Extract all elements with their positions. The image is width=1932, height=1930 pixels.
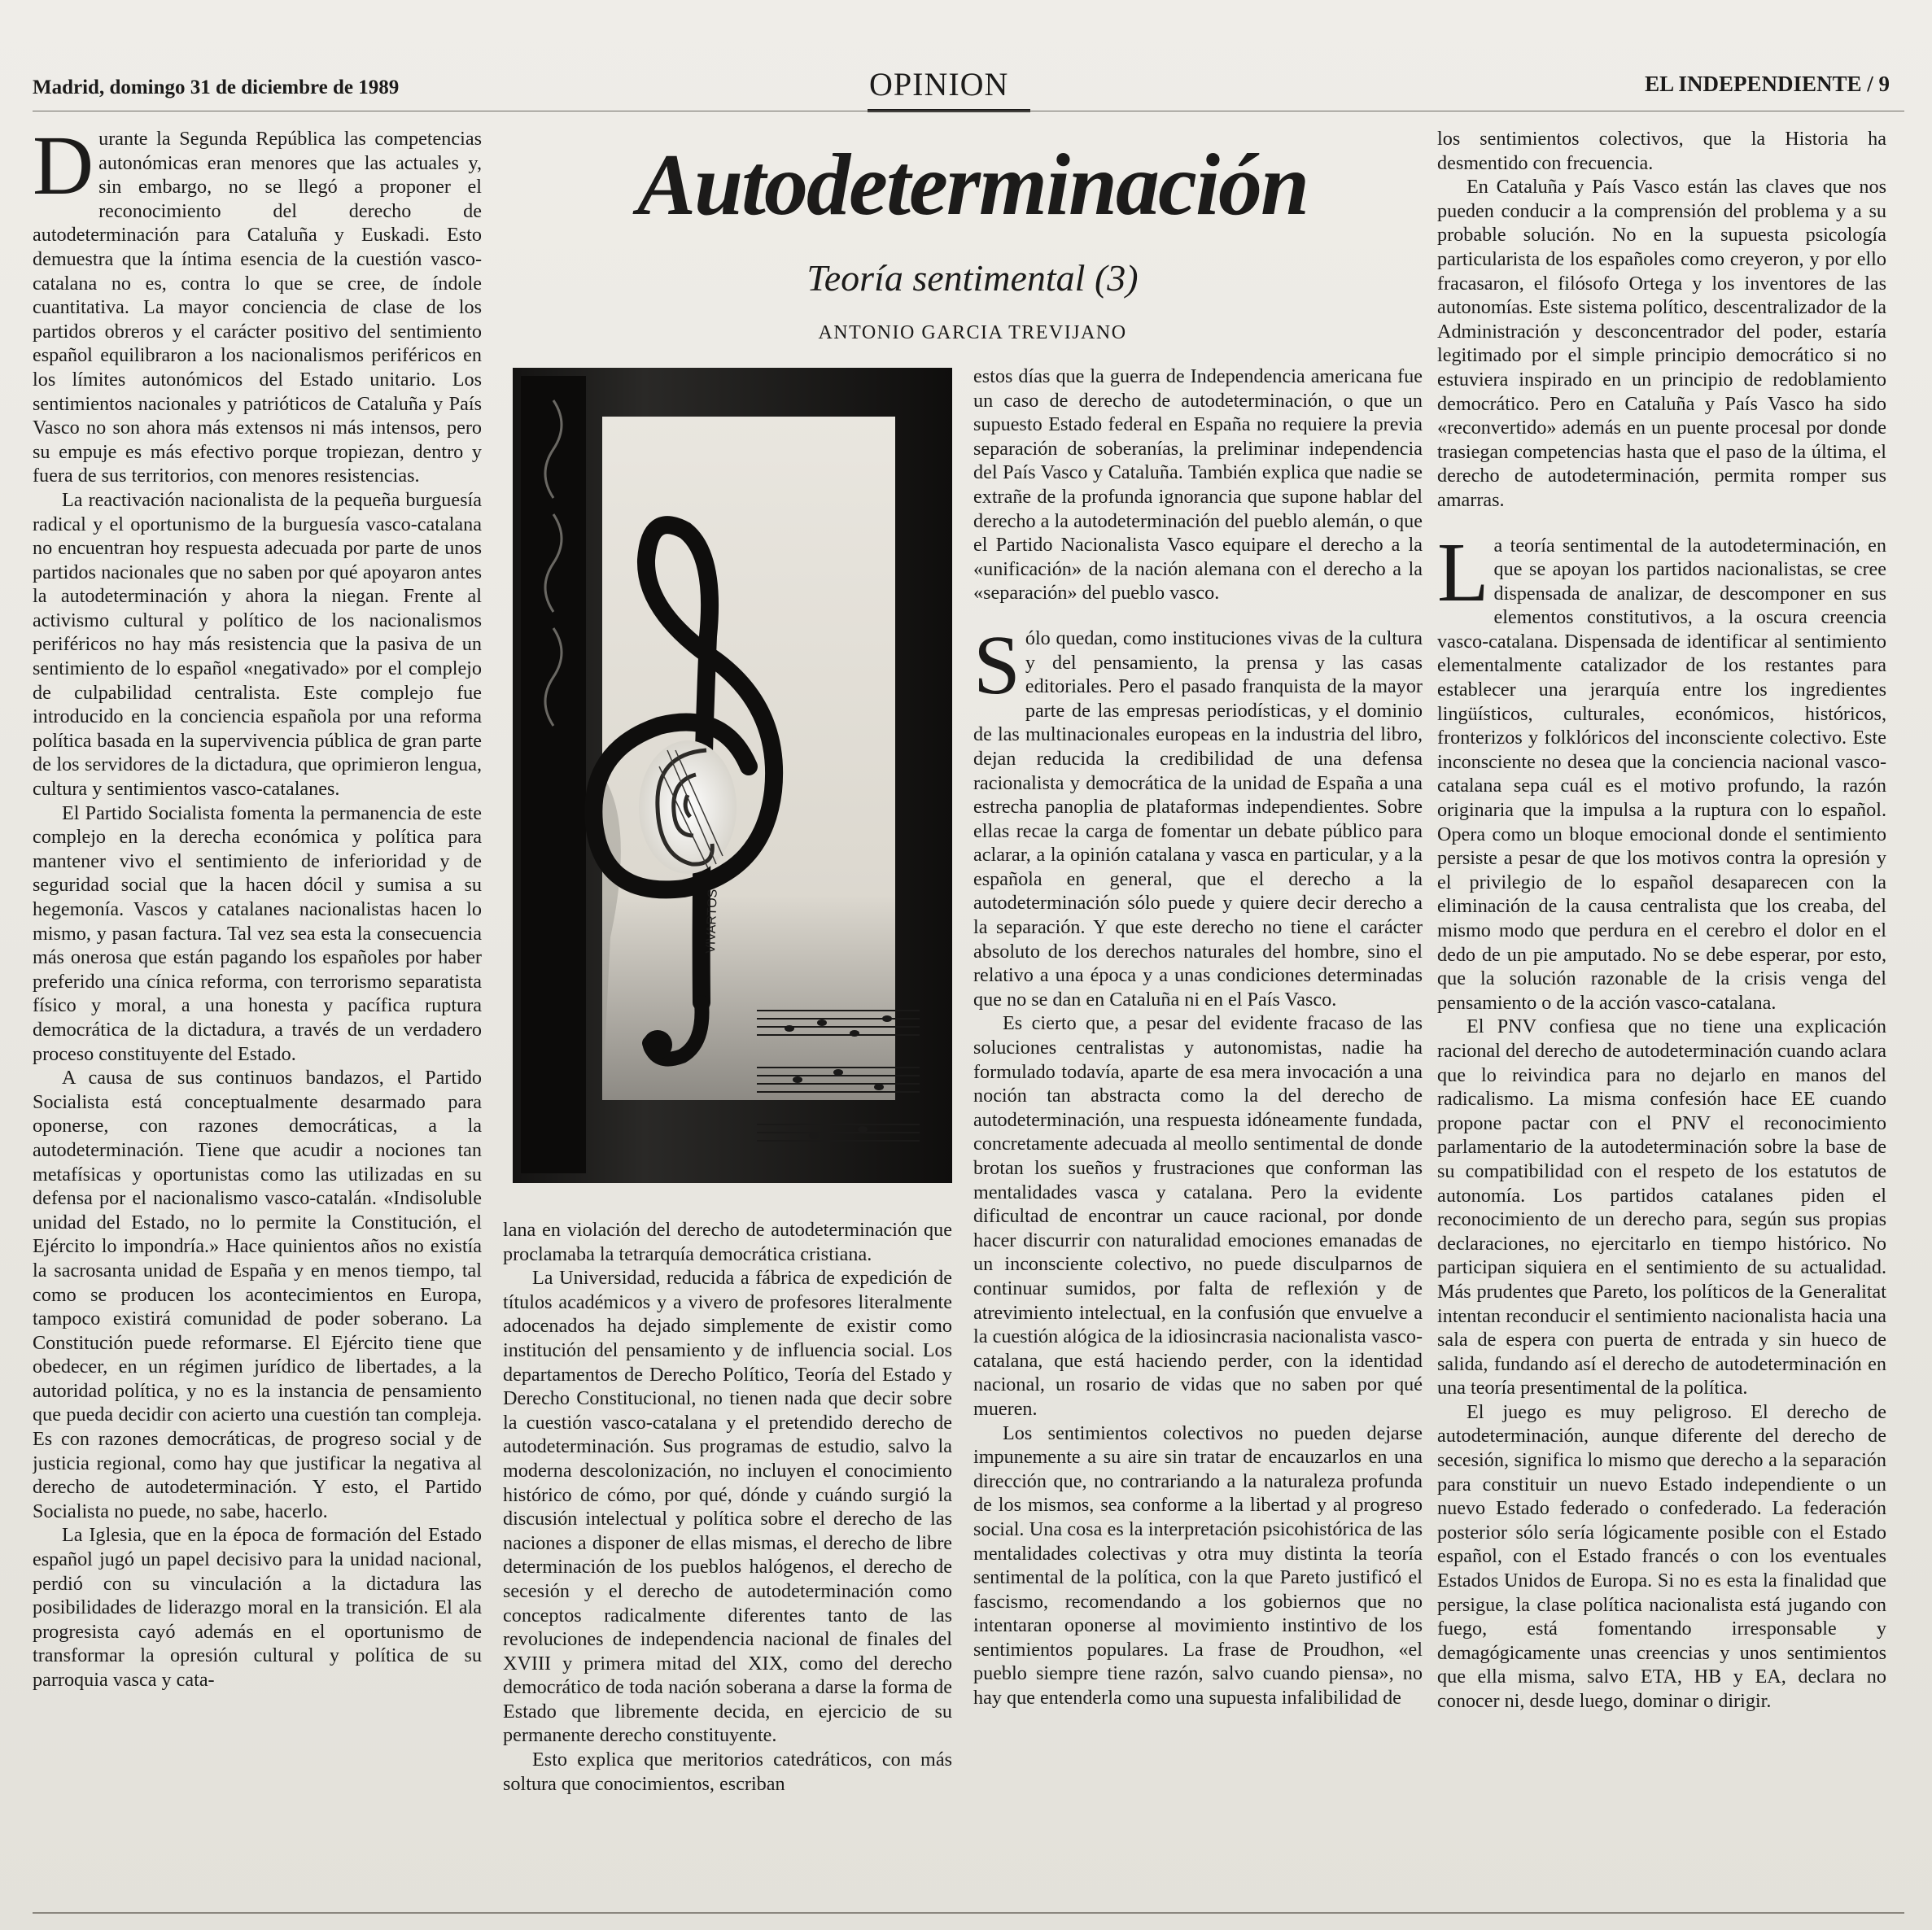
paragraph-text: estos días que la guerra de Independencia americana fue un caso de derecho de autodeterminación, o que un supuesto Estado federal en España no requiere la previa separación de soberanías, la preliminar independencia del País Vasco y Cataluña. También explica que nadie se extrañe de la profunda ignorancia que supone hablar del derecho a la autodeterminación del pueblo alemán, o que el Partido Nacionalista Vasco equipare el derecho a la «unificación» de la nación alemana con el derecho a la «separación» del pueblo vasco.: [973, 365, 1423, 605]
article-paragraph: [973, 1421, 1423, 1710]
paragraph-text: La Universidad, reducida a fábrica de expedición de títulos académicos y a vivero de profesores literalmente adocenados ha dejado simplemente de existir como institución del pensamiento y de influencia social. Los departamentos de Derecho Político, Teoría del Estado y Derecho Constitucional, no tienen nada que decir sobre la cuestión vasco-catalana y el pretendido derecho de autodeterminación. Sus programas de estudio, salvo la moderna descolonización, no incluyen el conocimiento histórico de cómo, por qué, dónde y cuándo surgió la discusión intelectual y política sobre el derecho de las naciones a disponer de ellas mismas, el derecho de libre determinación de los pueblos halógenos, el derecho de secesión y el derecho de autodeterminación como conceptos radicalmente diferentes tanto de las revoluciones de independencia nacional de finales del XVIII y primera mitad del XIX, como del derecho democrático de toda nación soberana a darse la forma de Estado que libremente decida, en ejercicio de su permanente derecho constituyente.: [503, 1267, 952, 1747]
illustration-signature: VIVARTOS: [704, 889, 720, 954]
drop-cap: D: [33, 127, 94, 212]
paragraph-text: los sentimientos colectivos, que la Historia ha desmentido con frecuencia.: [1437, 128, 1886, 174]
column-4: [1437, 127, 1886, 1906]
article-paragraph: [33, 488, 482, 801]
article-paragraph: [973, 618, 1423, 1012]
treble-clef-ear-illustration: [513, 368, 952, 1183]
article-paragraph: [503, 1266, 952, 1748]
article-paragraph: [1437, 127, 1886, 175]
paragraph-gap: [973, 605, 1423, 627]
column-1: [33, 127, 482, 1906]
article-paragraph: [33, 801, 482, 1067]
paragraph-text: Los sentimientos colectivos no pueden dejarse impunemente a su aire sin tratar de encauzarlos en una dirección que, no contrariando a la naturaleza profunda de los mismos, sea conforme a la libertad y al progreso social. Una cosa es la interpretación psicohistórica de las mentalidades colectivas y otra muy distinta la teoría sentimental de la política, con la que Pareto justificó el fascismo, recomendando a los gobiernos que no intentaran oponerse al movimiento instintivo de los sentimientos populares. La frase de Proudhon, «el pueblo siempre tiene razón, salvo cuando piensa», no hay que entenderla como una supuesta infalibilidad de: [973, 1421, 1423, 1709]
paragraph-text: Esto explica que meritorios catedráticos, con más soltura que conocimientos, escriban: [503, 1749, 952, 1795]
illustration: [513, 368, 952, 1183]
article-byline: ANTONIO GARCIA TREVIJANO: [818, 322, 1127, 343]
paragraph-text: La Iglesia, que en la época de formación del Estado español jugó un papel decisivo para la unidad nacional, perdió con su vinculación a la dictadura las posibilidades de liderazgo moral en la transición. El ala progresista cayó además en el oportunismo de transformar la opresión cultural y política de su parroquia vasca y cata-: [33, 1524, 482, 1691]
paragraph-text: ólo quedan, como instituciones vivas de la cultura y del pensamiento, la prensa y las casas editoriales. Pero el pasado franquista de la mayor parte de las empresas periodísticas, y el dominio de las multinacionales europeas en la industria del libro, dejan reducida la credibilidad de una defensa racionalista y democrática de la unidad de España a una estrecha panoplia de plataformas independientes. Sobre ellas recae la carga de fomentar un debate público para aclarar, a la opinión catalana y vasca en particular, y a la española en general, que el derecho a la autodeterminación sólo puede y quiere decir derecho a la separación. Y que este derecho no tiene el carácter absoluto de los derechos naturales del hombre, sino el relativo a una época y a unas condiciones determinadas que no se dan en Cataluña ni en el País Vasco.: [973, 627, 1423, 1011]
column-3: [973, 365, 1423, 1906]
footer-rule: [33, 1912, 1904, 1914]
paragraph-text: Es cierto que, a pesar del evidente fracaso de las soluciones centralistas y autonomistas, nadie ha formulado todavía, aparte de esa mera invocación a una noción tan abstracta como la del derecho de autodeterminación, una respuesta idóneamente fundada, concretamente adecuada al meollo sentimental de donde brotan los sueños y frustraciones que conforman las mentalidades vasca y catalana. Pero la evidente dificultad de encontrar un cauce racional, por donde hacer discurrir con naturalidad emociones emanadas de un inconsciente colectivo, no puede disculparnos de continuar sumidos, por falta de reflexión y de atrevimiento intelectual, en la confusión que envuelve a la cuestión alógica de la idiosincrasia nacionalista vasco-catalana, que está haciendo perder, con la identidad nacional, un rosario de vidas que no saben por qué mueren.: [973, 1012, 1423, 1420]
article-paragraph: [503, 1748, 952, 1796]
article-paragraph: [33, 1066, 482, 1523]
paragraph-text: lana en violación del derecho de autodeterminación que proclamaba la tetrarquía democrática cristiana.: [503, 1219, 952, 1265]
newspaper-name: EL INDEPENDIENTE / 9: [1645, 72, 1890, 96]
article-paragraph: [973, 1011, 1423, 1421]
article-paragraph: [1437, 1400, 1886, 1714]
article-paragraph: [33, 127, 482, 488]
newspaper-title: EL INDEPENDIENTE: [1645, 72, 1862, 96]
column-2: [503, 1218, 952, 1906]
paragraph-gap: [1437, 513, 1886, 534]
drop-cap: L: [1437, 525, 1489, 619]
paragraph-text: La reactivación nacionalista de la pequeña burguesía radical y el oportunismo de la burguesía vasco-catalana no encuentran hoy respuesta adecuada por parte de unos partidos nacionales que no saben por qué apoyaron antes la autodeterminación y ahora la niegan. Frente al activismo cultural y político de los nacionalismos periféricos no hay más resistencia que la pasiva de un sentimiento de lo español «negativado» por el complejo de culpabilidad centralista. Este complejo fue introducido en la conciencia española por una reforma política basada en la supervivencia pública de gran parte de los servidores de la dictadura, que oprimieron lengua, cultura y sentimientos vasco-catalanes.: [33, 488, 482, 801]
paragraph-text: El Partido Socialista fomenta la permanencia de este complejo en la derecha económica y política para mantener vivo el sentimiento de inferioridad y de seguridad social que la hacen dócil y sumisa a su hegemonía. Vascos y catalanes nacionalistas hacen lo mismo, y pasan factura. Tal vez sea esta la consecuencia más onerosa que están pagando los españoles por haber preferido una cínica reforma, con terrorismo separatista físico y moral, a una honesta y pacífica ruptura democrática de la dictadura, a través de un verdadero proceso constituyente del Estado.: [33, 801, 482, 1065]
paragraph-text: El juego es muy peligroso. El derecho de autodeterminación, aunque diferente del derecho de secesión, significa lo mismo que derecho a la separación para constituir un nuevo Estado independiente o un nuevo Estado federado o confederado. La federación posterior sólo sería lógicamente posible con el Estado español, con el Estado francés o con los eventuales Estados Unidos de Europa. Si no es esta la finalidad que persigue, la clase política nacionalista está jugando con fuego, está fomentando irresponsable y demagógicamente unas creencias y unos sentimientos que ella misma, salvo ETA, HB y EA, declara no conocer ni, desde luego, dominar o dirigir.: [1437, 1400, 1886, 1712]
article-paragraph: [973, 365, 1423, 605]
paragraph-text: El PNV confiesa que no tiene una explicación racional del derecho de autodeterminación cuando aclara que lo reivindica para no dejarlo en manos del radicalismo. La misma confesión hace EE cuando propone pactar con el PNV el reconocimiento parlamentario de la autodeterminación sobre la base de su compatibilidad con el respeto de los estatutos de autonomía. Los partidos catalanes piden el reconocimiento de un derecho para, según sus propias declaraciones, no ejercitarlo en tiempo histórico. No participan siquiera en el sentimiento de su actualidad. Más prudentes que Pareto, los políticos de la Generalitat intentan reconducir el sentimiento nacionalista hacia una sala de espera con puerta de entrada y sin hueco de salida, fundando así el derecho de autodeterminación en una teoría presentimental de la política.: [1437, 1015, 1886, 1399]
drop-cap: S: [973, 618, 1021, 712]
article-paragraph: [1437, 525, 1886, 1015]
page-number: 9: [1878, 72, 1890, 96]
article-paragraph: [1437, 175, 1886, 512]
section-name: OPINION: [869, 66, 1009, 103]
paragraph-text: urante la Segunda República las competencias autonómicas eran menores que las actuales y, sin embargo, no se llegó a proponer el reconocimiento del derecho de autodeterminación para Cataluña y Euskadi. Esto demuestra que la íntima esencia de la cuestión vasco-catalana no es, contra lo que se cree, de índole cuantitativa. La mayor conciencia de clase de los partidos obreros y el carácter positivo del sentimiento español equilibraron a los nacionalismos periféricos en los límites autonómicos del Estado unitario. Los sentimientos nacionales y patrióticos de Cataluña y País Vasco no son ahora más extensos ni más intensos, pero su empuje es más efectivo porque tropiezan, dentro y fuera de sus territorios, con menores resistencias.: [33, 128, 482, 487]
article-paragraph: [33, 1523, 482, 1692]
article-title: Autodeterminación: [636, 137, 1309, 234]
paragraph-text: En Cataluña y País Vasco están las claves que nos pueden conducir a la comprensión del problema y a su probable solución. No en la supuesta psicología particularista de los españoles como creyeron, y por ello fracasaron, el filósofo Ortega y los inventores de las autonomías. Este sistema político, descentralizador de la Administración y desconcentrador del poder, estaría legitimado por el simple principio democrático si no estuviera inspirado en un principio de redoblamiento democrático. Pero en Cataluña y País Vasco ha sido «reconvertido» además en un puente procesal por donde trasiegan competencias hasta que el paso de la última, el derecho de autodeterminación, permita romper sus amarras.: [1437, 176, 1886, 511]
article-subtitle: Teoría sentimental (3): [806, 257, 1139, 299]
date-line: Madrid, domingo 31 de diciembre de 1989: [33, 76, 400, 98]
article-paragraph: [503, 1218, 952, 1266]
article-paragraph: [1437, 1015, 1886, 1400]
paragraph-text: A causa de sus continuos bandazos, el Partido Socialista está conceptualmente desarmado para oponerse, con razones democráticas, a la autodeterminación. Tiene que acudir a nociones tan metafísicas y oportunistas como las utilizadas en su defensa por el nacionalismo vasco-catalán. «Indisoluble unidad del Estado, no lo permite la Constitución, el Ejército lo impondría.» Hace quinientos años no existía la sacrosanta unidad de España y en menos tiempo, tal como se producen los acontecimientos en Europa, tampoco existirá comunidad de poder soberano. La Constitución puede reformarse. El Ejército tiene que obedecer, en un régimen jurídico de libertades, a la autoridad política, y no es la instancia de pensamiento que pueda decidir con acierto una cuestión tan compleja. Es con razones democráticas, de progreso social y de justicia regional, como hay que justificar la negativa al derecho de autodeterminación. Y esto, el Partido Socialista no puede, no sabe, hacerlo.: [33, 1067, 482, 1522]
paragraph-text: a teoría sentimental de la autodeterminación, en que se apoyan los partidos nacionalistas, se cree dispensada de analizar, de descomponer en sus elementos constitutivos, a la oscura creencia vasco-catalana. Dispensada de identificar al sentimiento elementalmente catalizador de los restantes para establecer una jerarquía entre los ingredientes lingüísticos, culturales, económicos, históricos, fronterizos y folklóricos del inconsciente colectivo. Este inconsciente no desea que la conciencia nacional vasco-catalana sepa cuál es el motivo profundo, la razón originaria que la impulsa a la ruptura con lo español. Opera como un bloque emocional donde el sentimiento persiste a pesar de que los motivos contra la opresión y el privilegio de lo español desaparecen con la eliminación de la causa centralista que los creaba, del mismo modo que perdura en el cerebro el dolor en el dedo de un pie amputado. No se debe esperar, por esto, que la solución razonable de la crisis venga del pensamiento o de la acción vasco-catalana.: [1437, 534, 1886, 1014]
